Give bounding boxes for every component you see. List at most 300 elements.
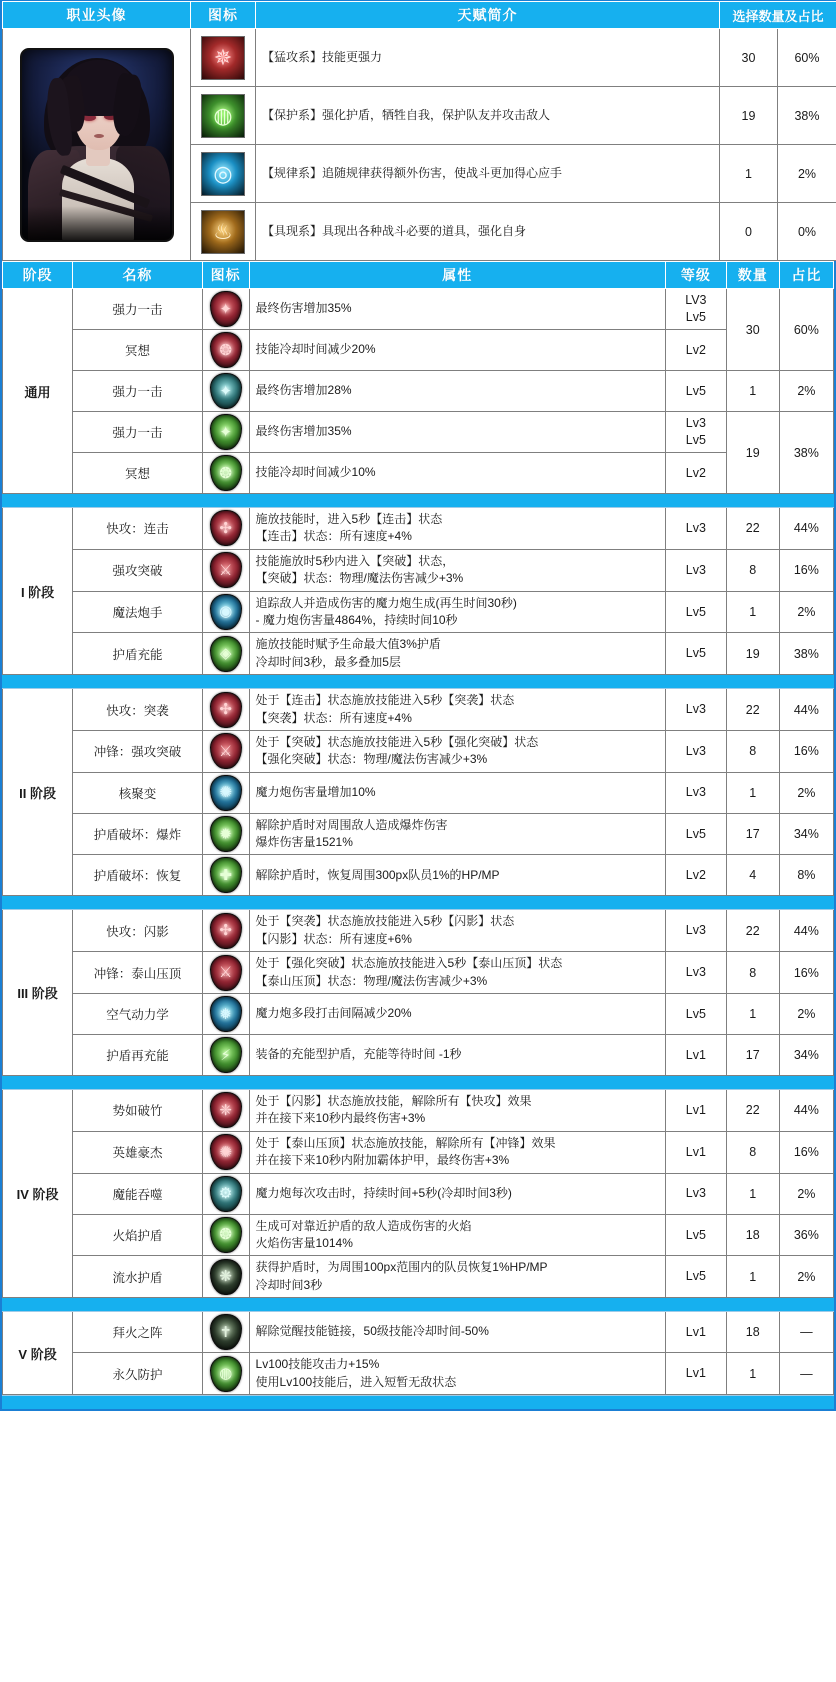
skill-name: 魔法炮手 bbox=[73, 591, 203, 633]
attribute-line: 使用Lv100技能后，进入短暂无敌状态 bbox=[255, 1374, 457, 1389]
table-row bbox=[3, 549, 834, 591]
attribute-line: 技能冷却时间减少20% bbox=[255, 342, 376, 357]
skill-level bbox=[666, 994, 727, 1035]
attribute-line: 【泰山压顶】状态：物理/魔法伤害减少+3% bbox=[255, 973, 488, 988]
level-line: Lv3 bbox=[685, 702, 706, 717]
section-divider-band bbox=[3, 896, 834, 910]
attribute-line: 生成可对靠近护盾的敌人造成伤害的火焰 bbox=[255, 1218, 472, 1233]
skill-name: 冲锋：泰山压顶 bbox=[73, 952, 203, 994]
attribute-line: 处于【闪影】状态施放技能，解除所有【快攻】效果 bbox=[255, 1094, 532, 1109]
level-line: Lv1 bbox=[685, 1324, 706, 1339]
attribute-line: 魔力炮伤害量增加10% bbox=[255, 784, 376, 799]
level-line: Lv5 bbox=[685, 646, 706, 661]
skill-attribute bbox=[249, 855, 666, 896]
level-line: Lv3 bbox=[685, 520, 706, 535]
skill-share: — bbox=[779, 1353, 833, 1395]
section-divider-band bbox=[3, 1076, 834, 1090]
level-line: Lv3 bbox=[685, 562, 706, 577]
talent-pct: 2% bbox=[778, 145, 836, 203]
table-row bbox=[3, 1312, 834, 1353]
level-line: Lv3 bbox=[685, 785, 706, 800]
class-portrait-image bbox=[20, 48, 174, 242]
skill-icon-cell bbox=[202, 772, 249, 813]
skill-level bbox=[666, 730, 727, 772]
skill-attribute bbox=[249, 289, 666, 330]
skill-icon-fast-attack-raid: ✣ bbox=[210, 692, 242, 728]
skill-attribute bbox=[249, 330, 666, 371]
attribute-line: 获得护盾时，为周围100px范围内的队员恢复1%HP/MP bbox=[255, 1260, 548, 1275]
attribute-line: 解除护盾时对周围敌人造成爆炸伤害 bbox=[255, 817, 448, 832]
skill-level bbox=[666, 689, 727, 731]
table-row bbox=[3, 1214, 834, 1256]
skill-attribute bbox=[249, 1353, 666, 1395]
talent-row bbox=[3, 29, 836, 87]
skill-count: 22 bbox=[726, 1090, 779, 1132]
skill-icon-eternal-guard: ◍ bbox=[210, 1356, 242, 1392]
attribute-line: 施放技能时赋予生命最大值3%护盾 bbox=[255, 637, 441, 652]
skill-name: 冥想 bbox=[73, 453, 203, 494]
bottom-band bbox=[2, 1395, 834, 1411]
skill-count: 1 bbox=[726, 1256, 779, 1298]
talent-desc: 【猛攻系】技能更强力 bbox=[256, 29, 720, 87]
level-line: Lv3 bbox=[685, 965, 706, 980]
attribute-line: 技能冷却时间减少10% bbox=[255, 465, 376, 480]
talent-pct: 60% bbox=[778, 29, 836, 87]
skill-name: 强力一击 bbox=[73, 412, 203, 453]
talent-icon-rule: ◎ bbox=[201, 152, 245, 196]
level-line: Lv5 bbox=[685, 383, 706, 398]
skill-count: 1 bbox=[726, 1173, 779, 1214]
talent-summary-header-row bbox=[3, 2, 836, 29]
skill-count: 4 bbox=[726, 855, 779, 896]
header-stage: 阶段 bbox=[3, 262, 73, 289]
table-row bbox=[3, 952, 834, 994]
skill-count: 8 bbox=[726, 549, 779, 591]
skill-detail-table bbox=[2, 261, 834, 1395]
stage-label: 通用 bbox=[3, 289, 73, 494]
skill-icon-hero: ✺ bbox=[210, 1134, 242, 1170]
skill-count: 30 bbox=[726, 289, 779, 371]
attribute-line: Lv100技能攻击力+15% bbox=[255, 1357, 380, 1372]
attribute-line: 处于【泰山压顶】状态施放技能，解除所有【冲锋】效果 bbox=[255, 1135, 556, 1150]
skill-share: 38% bbox=[779, 633, 833, 675]
skill-icon-cell bbox=[202, 1312, 249, 1353]
attribute-line: 处于【突破】状态施放技能进入5秒【强化突破】状态 bbox=[255, 734, 539, 749]
skill-share: 34% bbox=[779, 813, 833, 855]
attribute-line: 处于【连击】状态施放技能进入5秒【突袭】状态 bbox=[255, 693, 515, 708]
table-row bbox=[3, 689, 834, 731]
skill-icon-cell bbox=[202, 730, 249, 772]
attribute-line: 处于【强化突破】状态施放技能进入5秒【泰山压顶】状态 bbox=[255, 956, 563, 971]
skill-icon-cell bbox=[202, 689, 249, 731]
skill-icon-power-strike-teal: ✦ bbox=[210, 373, 242, 409]
skill-attribute bbox=[249, 1173, 666, 1214]
skill-level bbox=[666, 412, 727, 453]
level-line: Lv5 bbox=[685, 1006, 706, 1021]
skill-icon-cell bbox=[202, 591, 249, 633]
attribute-line: 最终伤害增加28% bbox=[255, 383, 352, 398]
stage-label: V 阶段 bbox=[3, 1312, 73, 1395]
table-row bbox=[3, 453, 834, 494]
talent-count: 30 bbox=[720, 29, 778, 87]
skill-icon-cell bbox=[202, 371, 249, 412]
skill-attribute bbox=[249, 1035, 666, 1076]
skill-icon-mana-devour: ⚙ bbox=[210, 1176, 242, 1212]
level-line: Lv5 bbox=[685, 310, 706, 324]
skill-attribute bbox=[249, 730, 666, 772]
skill-attribute bbox=[249, 549, 666, 591]
skill-share: 8% bbox=[779, 855, 833, 896]
skill-icon-fast-attack-combo: ✣ bbox=[210, 510, 242, 546]
header-count-and-share: 选择数量及占比 bbox=[720, 2, 836, 29]
skill-share: 38% bbox=[779, 412, 833, 494]
section-divider-band bbox=[3, 494, 834, 508]
skill-share: 2% bbox=[779, 371, 833, 412]
level-line: Lv5 bbox=[685, 604, 706, 619]
skill-share: 36% bbox=[779, 1214, 833, 1256]
skill-attribute bbox=[249, 591, 666, 633]
skill-count: 1 bbox=[726, 371, 779, 412]
skill-level bbox=[666, 591, 727, 633]
talent-icon-manifest: ♨ bbox=[201, 210, 245, 254]
skill-name: 流水护盾 bbox=[73, 1256, 203, 1298]
skill-icon-cell bbox=[202, 1256, 249, 1298]
skill-icon-nuclear-fusion: ✺ bbox=[210, 775, 242, 811]
talent-count: 0 bbox=[720, 203, 778, 261]
skill-detail-header-row bbox=[3, 262, 834, 289]
attribute-line: 技能施放时5秒内进入【突破】状态， bbox=[255, 553, 455, 568]
attribute-line: 并在接下来10秒内最终伤害+3% bbox=[255, 1111, 426, 1126]
skill-icon-cell bbox=[202, 453, 249, 494]
skill-icon-cell bbox=[202, 1214, 249, 1256]
skill-level bbox=[666, 1173, 727, 1214]
level-line: LV3 bbox=[685, 293, 707, 308]
attribute-line: 【闪影】状态：所有速度+6% bbox=[255, 931, 412, 946]
skill-icon-cell bbox=[202, 549, 249, 591]
table-row bbox=[3, 813, 834, 855]
table-row bbox=[3, 772, 834, 813]
skill-share: 16% bbox=[779, 549, 833, 591]
table-row bbox=[3, 633, 834, 675]
skill-level bbox=[666, 1035, 727, 1076]
level-line: Lv2 bbox=[685, 868, 706, 883]
skill-count: 8 bbox=[726, 1131, 779, 1173]
skill-share: — bbox=[779, 1312, 833, 1353]
skill-level bbox=[666, 633, 727, 675]
level-line: Lv1 bbox=[685, 1144, 706, 1159]
skill-level bbox=[666, 371, 727, 412]
skill-attribute bbox=[249, 1214, 666, 1256]
skill-icon-meditation-red: ❂ bbox=[210, 332, 242, 368]
skill-level bbox=[666, 1312, 727, 1353]
stage-label: III 阶段 bbox=[3, 910, 73, 1076]
talent-pct: 38% bbox=[778, 87, 836, 145]
level-line: Lv5 bbox=[685, 1227, 706, 1242]
attribute-line: 【连击】状态：所有速度+4% bbox=[255, 529, 412, 544]
skill-attribute bbox=[249, 813, 666, 855]
skill-count: 19 bbox=[726, 633, 779, 675]
skill-share: 16% bbox=[779, 952, 833, 994]
skill-share: 34% bbox=[779, 1035, 833, 1076]
skill-share: 2% bbox=[779, 772, 833, 813]
skill-name: 快攻：闪影 bbox=[73, 910, 203, 952]
attribute-line: 爆炸伤害量1521% bbox=[255, 835, 353, 850]
skill-level bbox=[666, 1090, 727, 1132]
table-row bbox=[3, 910, 834, 952]
skill-attribute bbox=[249, 1312, 666, 1353]
talent-desc: 【具现系】具现出各种战斗必要的道具，强化自身 bbox=[256, 203, 720, 261]
attribute-line: 火焰伤害量1014% bbox=[255, 1235, 353, 1250]
skill-name: 魔能吞噬 bbox=[73, 1173, 203, 1214]
header-count: 数量 bbox=[726, 262, 779, 289]
skill-attribute bbox=[249, 772, 666, 813]
level-line: Lv5 bbox=[685, 1269, 706, 1284]
skill-icon-cell bbox=[202, 289, 249, 330]
table-row bbox=[3, 289, 834, 330]
skill-icon-cell bbox=[202, 1353, 249, 1395]
skill-icon-charge-mountain: ⚔ bbox=[210, 955, 242, 991]
skill-icon-cell bbox=[202, 633, 249, 675]
skill-name: 强攻突破 bbox=[73, 549, 203, 591]
table-row bbox=[3, 508, 834, 550]
skill-icon-power-strike-green: ✦ bbox=[210, 414, 242, 450]
level-line: Lv3 bbox=[685, 416, 706, 431]
skill-icon-fire-altar: ✝ bbox=[210, 1314, 242, 1350]
skill-share: 44% bbox=[779, 508, 833, 550]
skill-icon-cell bbox=[202, 508, 249, 550]
skill-level bbox=[666, 1256, 727, 1298]
talent-icon-cell bbox=[191, 145, 256, 203]
skill-count: 17 bbox=[726, 1035, 779, 1076]
level-line: Lv2 bbox=[685, 342, 706, 357]
skill-icon-cell bbox=[202, 412, 249, 453]
level-line: Lv1 bbox=[685, 1102, 706, 1117]
attribute-line: 并在接下来10秒内附加霸体护甲，最终伤害+3% bbox=[255, 1153, 510, 1168]
header-portrait: 职业头像 bbox=[3, 2, 191, 29]
table-row bbox=[3, 994, 834, 1035]
table-row bbox=[3, 1173, 834, 1214]
talent-pct: 0% bbox=[778, 203, 836, 261]
skill-icon-cell bbox=[202, 1173, 249, 1214]
table-row bbox=[3, 1131, 834, 1173]
skill-name: 势如破竹 bbox=[73, 1090, 203, 1132]
attribute-line: 【突袭】状态：所有速度+4% bbox=[255, 710, 412, 725]
skill-name: 护盾破坏：爆炸 bbox=[73, 813, 203, 855]
header-share: 占比 bbox=[779, 262, 833, 289]
level-line: Lv5 bbox=[685, 433, 706, 447]
skill-level bbox=[666, 910, 727, 952]
skill-name: 冥想 bbox=[73, 330, 203, 371]
skill-attribute bbox=[249, 689, 666, 731]
skill-icon-magic-gunner: ◉ bbox=[210, 594, 242, 630]
skill-level bbox=[666, 289, 727, 330]
skill-count: 18 bbox=[726, 1312, 779, 1353]
skill-icon-shield-charge: ◈ bbox=[210, 636, 242, 672]
attribute-line: 魔力炮多段打击间隔减少20% bbox=[255, 1006, 412, 1021]
skill-count: 8 bbox=[726, 952, 779, 994]
skill-icon-unstoppable: ❈ bbox=[210, 1092, 242, 1128]
attribute-line: 最终伤害增加35% bbox=[255, 424, 352, 439]
level-line: Lv1 bbox=[685, 1047, 706, 1062]
skill-attribute bbox=[249, 1256, 666, 1298]
class-portrait-cell bbox=[3, 29, 191, 261]
skill-count: 19 bbox=[726, 412, 779, 494]
table-row bbox=[3, 591, 834, 633]
attribute-line: 魔力炮每次攻击时，持续时间+5秒(冷却时间3秒) bbox=[255, 1185, 512, 1200]
skill-icon-strong-breakthrough: ⚔ bbox=[210, 552, 242, 588]
skill-name: 强力一击 bbox=[73, 371, 203, 412]
skill-attribute bbox=[249, 633, 666, 675]
attribute-line: 追踪敌人并造成伤害的魔力炮生成(再生时间30秒) bbox=[255, 595, 517, 610]
skill-attribute bbox=[249, 994, 666, 1035]
skill-attribute bbox=[249, 412, 666, 453]
skill-level bbox=[666, 813, 727, 855]
attribute-line: 最终伤害增加35% bbox=[255, 301, 352, 316]
skill-icon-charge-breakthrough: ⚔ bbox=[210, 733, 242, 769]
skill-level bbox=[666, 952, 727, 994]
skill-share: 44% bbox=[779, 910, 833, 952]
skill-share: 2% bbox=[779, 994, 833, 1035]
skill-icon-cell bbox=[202, 994, 249, 1035]
attribute-line: 解除觉醒技能链接，50级技能冷却时间-50% bbox=[255, 1324, 489, 1339]
stage-label: I 阶段 bbox=[3, 508, 73, 675]
skill-count: 17 bbox=[726, 813, 779, 855]
skill-name: 快攻：连击 bbox=[73, 508, 203, 550]
attribute-line: 处于【突袭】状态施放技能进入5秒【闪影】状态 bbox=[255, 914, 515, 929]
skill-level bbox=[666, 1353, 727, 1395]
skill-icon-cell bbox=[202, 855, 249, 896]
header-icon: 图标 bbox=[191, 2, 256, 29]
table-row bbox=[3, 730, 834, 772]
skill-name: 英雄豪杰 bbox=[73, 1131, 203, 1173]
talent-icon-assault: ✵ bbox=[201, 36, 245, 80]
skill-icon-cell bbox=[202, 1035, 249, 1076]
attribute-line: 冷却时间3秒，最多叠加5层 bbox=[255, 654, 401, 669]
attribute-line: 施放技能时，进入5秒【连击】状态 bbox=[255, 512, 443, 526]
skill-share: 16% bbox=[779, 1131, 833, 1173]
talent-count: 19 bbox=[720, 87, 778, 145]
skill-name: 核聚变 bbox=[73, 772, 203, 813]
header-attribute: 属性 bbox=[249, 262, 666, 289]
attribute-line: 冷却时间3秒 bbox=[255, 1277, 323, 1292]
skill-level bbox=[666, 1214, 727, 1256]
skill-share: 60% bbox=[779, 289, 833, 371]
section-divider-band bbox=[3, 675, 834, 689]
skill-icon-fast-attack-flash: ✣ bbox=[210, 913, 242, 949]
skill-icon-shield-break-explode: ✹ bbox=[210, 816, 242, 852]
skill-icon-cell bbox=[202, 910, 249, 952]
skill-attribute bbox=[249, 371, 666, 412]
skill-attribute bbox=[249, 453, 666, 494]
table-row bbox=[3, 1035, 834, 1076]
skill-count: 1 bbox=[726, 772, 779, 813]
skill-icon-aerodynamics: ❅ bbox=[210, 996, 242, 1032]
skill-level bbox=[666, 1131, 727, 1173]
talent-desc: 【保护系】强化护盾，牺牲自我，保护队友并攻击敌人 bbox=[256, 87, 720, 145]
skill-share: 2% bbox=[779, 1173, 833, 1214]
attribute-line: - 魔力炮伤害量4864%，持续时间10秒 bbox=[255, 612, 458, 627]
skill-name: 永久防护 bbox=[73, 1353, 203, 1395]
talent-icon-cell bbox=[191, 87, 256, 145]
skill-icon-water-shield: ❋ bbox=[210, 1259, 242, 1295]
talent-desc: 【规律系】追随规律获得额外伤害，使战斗更加得心应手 bbox=[256, 145, 720, 203]
level-line: Lv5 bbox=[685, 826, 706, 841]
skill-share: 16% bbox=[779, 730, 833, 772]
skill-attribute bbox=[249, 1090, 666, 1132]
skill-icon-cell bbox=[202, 952, 249, 994]
talent-count: 1 bbox=[720, 145, 778, 203]
skill-level bbox=[666, 330, 727, 371]
skill-count: 1 bbox=[726, 1353, 779, 1395]
skill-icon-cell bbox=[202, 1131, 249, 1173]
attribute-line: 【强化突破】状态：物理/魔法伤害减少+3% bbox=[255, 752, 488, 767]
skill-name: 空气动力学 bbox=[73, 994, 203, 1035]
skill-share: 44% bbox=[779, 689, 833, 731]
skill-icon-cell bbox=[202, 1090, 249, 1132]
level-line: Lv3 bbox=[685, 923, 706, 938]
skill-name: 拜火之阵 bbox=[73, 1312, 203, 1353]
skill-icon-flame-shield: ❂ bbox=[210, 1217, 242, 1253]
skill-name: 强力一击 bbox=[73, 289, 203, 330]
skill-attribute bbox=[249, 508, 666, 550]
level-line: Lv3 bbox=[685, 743, 706, 758]
skill-level bbox=[666, 453, 727, 494]
talent-icon-cell bbox=[191, 203, 256, 261]
table-row bbox=[3, 1256, 834, 1298]
table-row bbox=[3, 412, 834, 453]
skill-count: 22 bbox=[726, 689, 779, 731]
skill-count: 8 bbox=[726, 730, 779, 772]
skill-icon-cell bbox=[202, 813, 249, 855]
skill-attribute bbox=[249, 1131, 666, 1173]
skill-name: 护盾充能 bbox=[73, 633, 203, 675]
level-line: Lv3 bbox=[685, 1186, 706, 1201]
skill-share: 2% bbox=[779, 1256, 833, 1298]
skill-name: 火焰护盾 bbox=[73, 1214, 203, 1256]
table-row bbox=[3, 330, 834, 371]
skill-name: 护盾破坏：恢复 bbox=[73, 855, 203, 896]
skill-share: 2% bbox=[779, 591, 833, 633]
table-row bbox=[3, 1090, 834, 1132]
skill-icon-shield-break-heal: ✚ bbox=[210, 857, 242, 893]
table-row bbox=[3, 371, 834, 412]
attribute-line: 装备的充能型护盾，充能等待时间 -1秒 bbox=[255, 1047, 462, 1062]
level-line: Lv1 bbox=[685, 1366, 706, 1381]
skill-level bbox=[666, 508, 727, 550]
skill-name: 冲锋：强攻突破 bbox=[73, 730, 203, 772]
stage-label: II 阶段 bbox=[3, 689, 73, 896]
skill-level bbox=[666, 855, 727, 896]
skill-icon-meditation-green: ❂ bbox=[210, 455, 242, 491]
skill-icon-shield-recharge: ⚡ bbox=[210, 1037, 242, 1073]
skill-name: 快攻：突袭 bbox=[73, 689, 203, 731]
skill-level bbox=[666, 549, 727, 591]
table-row bbox=[3, 855, 834, 896]
skill-attribute bbox=[249, 910, 666, 952]
section-divider-band bbox=[3, 1298, 834, 1312]
skill-count: 1 bbox=[726, 994, 779, 1035]
attribute-line: 解除护盾时，恢复周围300px队员1%的HP/MP bbox=[255, 867, 500, 882]
header-level: 等级 bbox=[666, 262, 727, 289]
header-name: 名称 bbox=[73, 262, 203, 289]
skill-icon-power-strike-red: ✦ bbox=[210, 291, 242, 327]
skill-icon-cell bbox=[202, 330, 249, 371]
skill-count: 22 bbox=[726, 508, 779, 550]
talent-icon-protect: ◍ bbox=[201, 94, 245, 138]
skill-count: 18 bbox=[726, 1214, 779, 1256]
skill-count: 1 bbox=[726, 591, 779, 633]
skill-count: 22 bbox=[726, 910, 779, 952]
